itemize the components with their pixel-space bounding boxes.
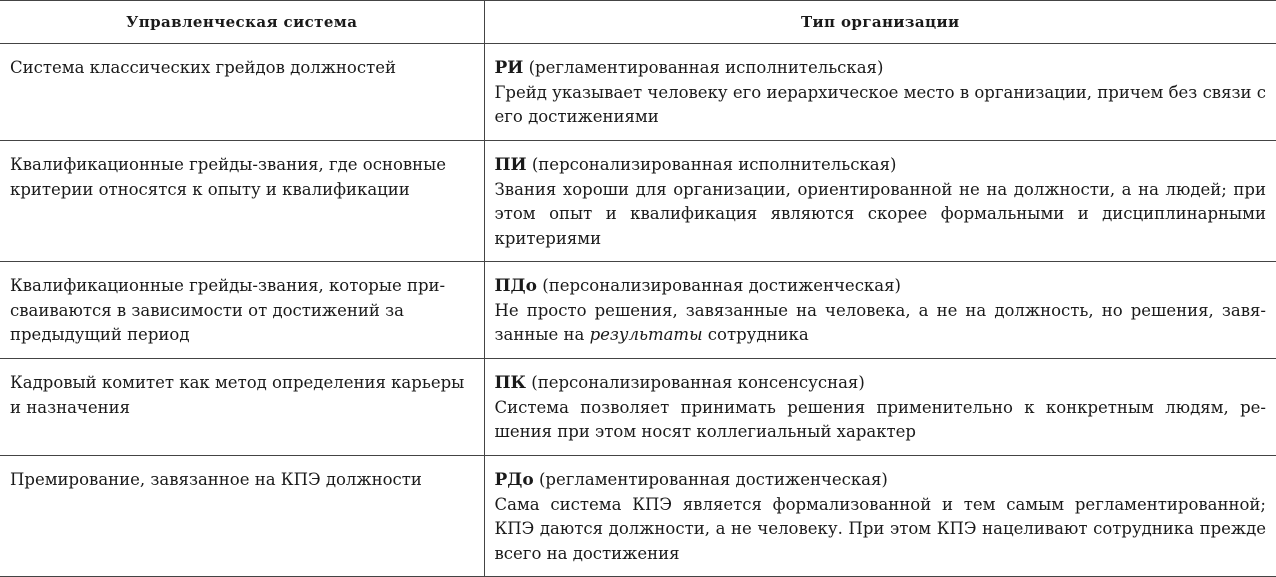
org-type-heading	[495, 371, 1267, 396]
org-type-heading	[495, 153, 1267, 178]
system-text: Премирование, завязанное на КПЭ должности	[10, 470, 422, 489]
header-organization-type: Тип организации	[484, 1, 1276, 44]
org-type-description: Система позволяет принимать решения применительно к конкретным людям, решения при этом носят коллегиальный характер	[494, 397, 1266, 441]
org-type-name: (регламентированная исполнительская)	[528, 58, 884, 77]
org-type-description: Звания хороши для организации, ориентированной не на должности, а на людей; при этом опыт и квалификация являются скорее формальными и дисциплинарными критериями	[494, 179, 1266, 248]
org-type-name: (регламентированная достиженческая)	[539, 470, 888, 489]
table-body	[0, 44, 1276, 577]
system-text: Система классических грейдов должностей	[10, 58, 396, 77]
org-type-description: Сама система КПЭ является формализованной и тем самым регламентированной; КПЭ даются должности, а не человеку. При этом КПЭ нацеливают сотрудника прежде всего на достижения	[494, 494, 1266, 563]
org-type-heading	[495, 468, 1267, 493]
org-type-code: ПИ	[494, 155, 527, 175]
org-type-heading	[495, 274, 1267, 299]
system-text: Квалификационные грейды-звания, которые присваиваются в зависимости от достижений за предыдущий период	[10, 276, 446, 344]
org-type-cell	[484, 456, 1276, 577]
table-row	[0, 262, 1276, 359]
org-type-description: Грейд указывает человеку его иерархическое место в организации, причем без связи с его достижениями	[494, 82, 1266, 126]
org-type-code: ПК	[494, 373, 527, 393]
org-type-code: РДо	[494, 470, 534, 490]
table-row	[0, 359, 1276, 456]
org-type-name: (персонализированная исполнительская)	[531, 155, 897, 174]
system-cell	[0, 359, 484, 456]
description-text: Не просто решения, завязанные на человека, а не на должность, но решения, завязанные на	[494, 300, 1266, 344]
org-type-description	[495, 299, 1267, 348]
org-type-name: (персонализированная достиженческая)	[542, 276, 901, 295]
org-type-cell	[484, 44, 1276, 141]
header-management-system: Управленческая система	[0, 1, 484, 44]
system-cell	[0, 141, 484, 262]
description-text-end: сотрудника	[702, 325, 809, 344]
system-text: Кадровый комитет как метод определения карьеры и назначения	[10, 373, 465, 417]
org-type-code: ПДо	[494, 276, 538, 296]
header-row	[0, 1, 1276, 44]
table-row	[0, 456, 1276, 577]
table-row	[0, 44, 1276, 141]
system-text: Квалификационные грейды-звания, где основные критерии относятся к опыту и квалификации	[10, 155, 447, 199]
org-type-cell	[484, 262, 1276, 359]
org-type-heading	[495, 56, 1267, 81]
system-cell	[0, 44, 484, 141]
table-header	[0, 1, 1276, 44]
table-row	[0, 141, 1276, 262]
system-cell	[0, 456, 484, 577]
system-cell	[0, 262, 484, 359]
org-type-cell	[484, 141, 1276, 262]
org-type-name: (персонализированная консенсусная)	[531, 373, 865, 392]
org-type-code: РИ	[494, 58, 524, 78]
org-type-cell	[484, 359, 1276, 456]
description-emphasis: результаты	[589, 325, 703, 344]
